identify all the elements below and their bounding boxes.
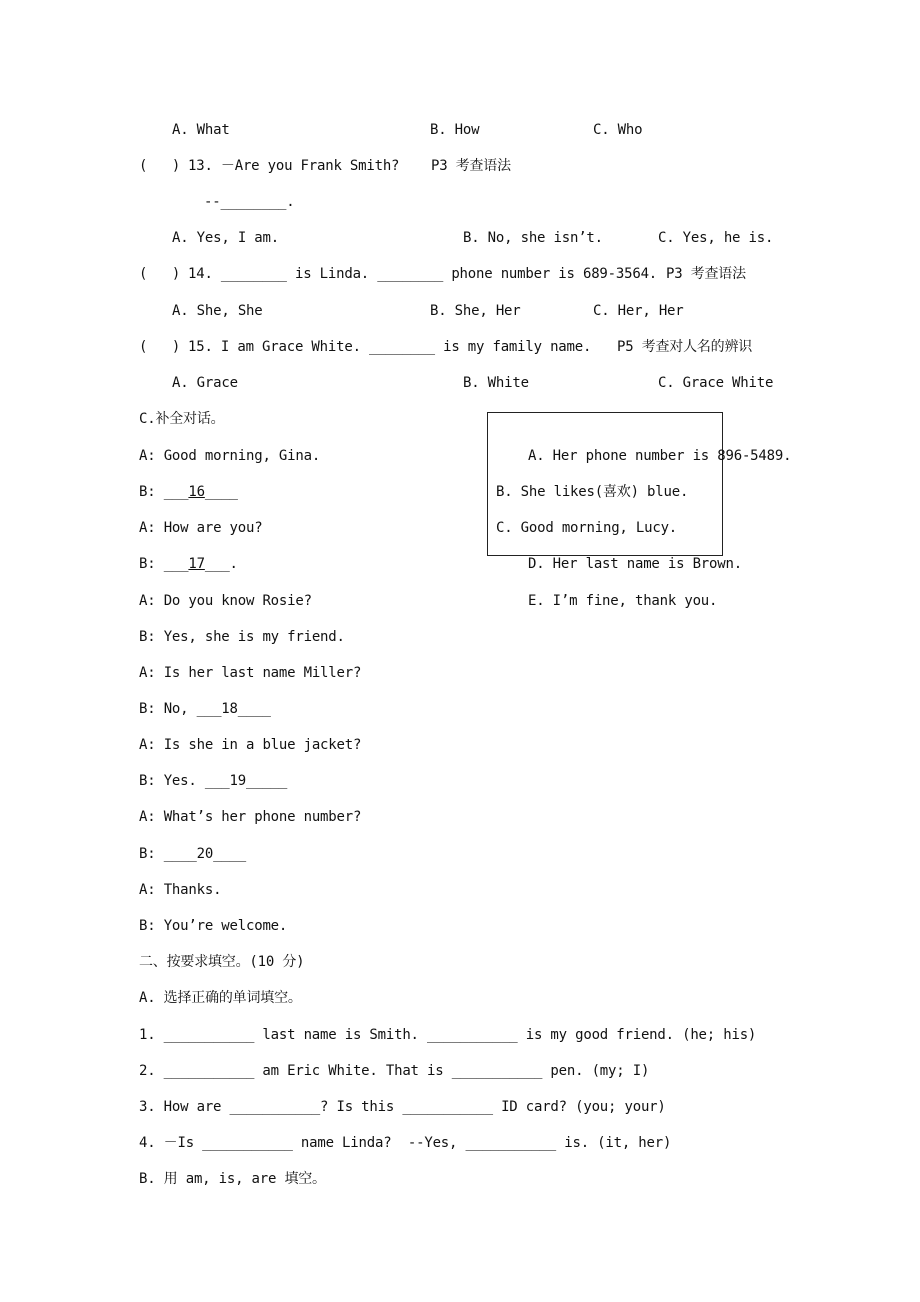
- dialogue-line: B: ___16____: [139, 484, 238, 500]
- q12-option-a: A. What: [172, 122, 230, 138]
- part2-heading: 二、按要求填空。(10 分): [139, 954, 305, 970]
- dialogue-line: A: Is she in a blue jacket?: [139, 737, 362, 753]
- q12-option-b: B. How: [430, 122, 480, 138]
- q13-option-b: B. No, she isn’t.: [463, 230, 603, 246]
- dialogue-line: B: ___17___.: [139, 556, 238, 572]
- part2-item-2: 2. ___________ am Eric White. That is ___________ pen. (my; I): [139, 1063, 650, 1079]
- part2-item-4: 4. －Is ___________ name Linda? --Yes, ___________ is. (it, her): [139, 1135, 672, 1151]
- dialogue-line: A: Thanks.: [139, 882, 222, 898]
- q14-answer-paren: ( ): [139, 266, 181, 282]
- q13-reply: --________.: [204, 194, 295, 210]
- q15-note: P5 考查对人名的辨识: [617, 339, 753, 355]
- part2-item-1: 1. ___________ last name is Smith. ___________ is my good friend. (he; his): [139, 1027, 757, 1043]
- q15-answer-paren: ( ): [139, 339, 181, 355]
- dialogue-line: B: You’re welcome.: [139, 918, 288, 934]
- q13-option-c: C. Yes, he is.: [658, 230, 774, 246]
- blank-17: 17: [188, 556, 205, 572]
- dialogue-line: A: Good morning, Gina.: [139, 448, 321, 464]
- dialogue-line: A: Is her last name Miller?: [139, 665, 362, 681]
- q13-answer-paren: ( ): [139, 158, 181, 174]
- choice-c: C. Good morning, Lucy.: [496, 520, 678, 536]
- q15-stem: 15. I am Grace White. ________ is my family name.: [188, 339, 592, 355]
- dialogue-line: A: Do you know Rosie?: [139, 593, 312, 609]
- q14-note: P3 考查语法: [666, 266, 746, 282]
- q13-stem: 13. －Are you Frank Smith?: [188, 158, 400, 174]
- q14-option-a: A. She, She: [172, 303, 263, 319]
- q14-option-c: C. Her, Her: [593, 303, 684, 319]
- q14-stem: 14. ________ is Linda. ________ phone number is 689-3564.: [188, 266, 658, 282]
- q13-note: P3 考查语法: [431, 158, 511, 174]
- choice-e: E. I’m fine, thank you.: [528, 593, 718, 609]
- dialogue-line: B: Yes, she is my friend.: [139, 629, 345, 645]
- q15-option-a: A. Grace: [172, 375, 238, 391]
- blank-16: 16: [188, 484, 205, 500]
- part2-item-3: 3. How are ___________? Is this ___________ ID card? (you; your): [139, 1099, 666, 1115]
- section-c-heading: C.补全对话。: [139, 411, 225, 427]
- part2-sub-a: A. 选择正确的单词填空。: [139, 990, 302, 1006]
- choice-b: B. She likes(喜欢) blue.: [496, 484, 689, 500]
- dialogue-line: B: No, ___18____: [139, 701, 271, 717]
- dialogue-line: B: Yes. ___19_____: [139, 773, 288, 789]
- dialogue-line: B: ____20____: [139, 846, 246, 862]
- q14-option-b: B. She, Her: [430, 303, 521, 319]
- q12-option-c: C. Who: [593, 122, 643, 138]
- dialogue-line: A: How are you?: [139, 520, 263, 536]
- q15-option-b: B. White: [463, 375, 529, 391]
- choice-a: A. Her phone number is 896-5489.: [528, 448, 792, 464]
- q13-option-a: A. Yes, I am.: [172, 230, 279, 246]
- dialogue-line: A: What’s her phone number?: [139, 809, 362, 825]
- part2-sub-b: B. 用 am, is, are 填空。: [139, 1171, 326, 1187]
- q15-option-c: C. Grace White: [658, 375, 774, 391]
- choice-d: D. Her last name is Brown.: [528, 556, 742, 572]
